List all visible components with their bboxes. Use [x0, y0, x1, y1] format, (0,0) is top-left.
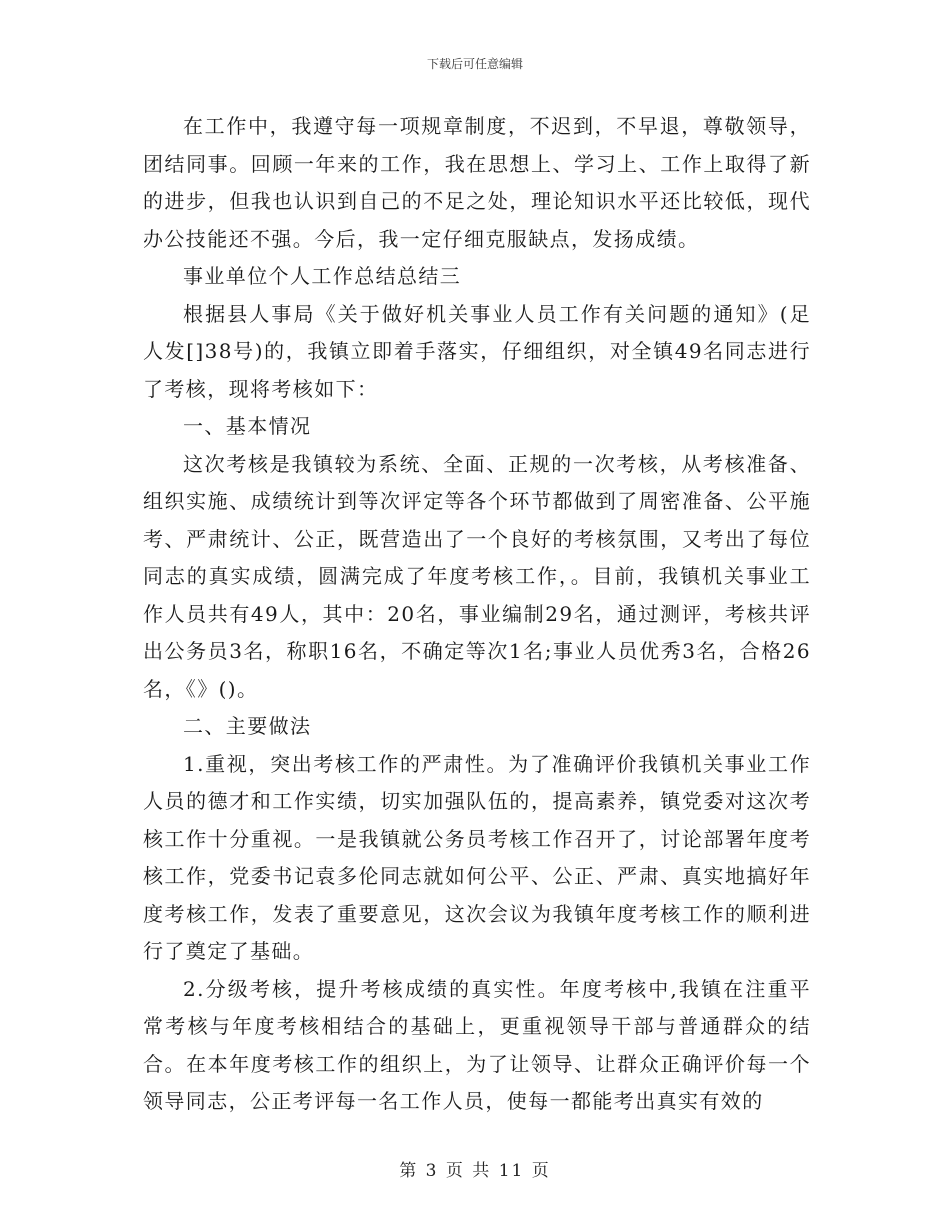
page-header: 下载后可任意编辑 — [426, 57, 523, 71]
paragraph-notice-basis: 根据县人事局《关于做好机关事业人员工作有关问题的通知》(足人发[]38号)的，我镇立即着手落实，仔细组织，对全镇49名同志进行了考核，现将考核如下： — [143, 301, 811, 401]
paragraph-practice-two: 2.分级考核，提升考核成绩的真实性。年度考核中,我镇在注重平常考核与年度考核相结合的基础上，更重视领导干部与普通群众的结合。在本年度考核工作的组织上，为了让领导、让群众正确评价每一个领导同志，公正考评每一名工作人员，使每一都能考出真实有效的 — [143, 976, 811, 1113]
page-footer: 第 3 页 共 11 页 — [399, 1161, 551, 1181]
paragraph-practice-one: 1.重视，突出考核工作的严肃性。为了准确评价我镇机关事业工作人员的德才和工作实绩，切实加强队伍的，提高素养，镇党委对这次考核工作十分重视。一是我镇就公务员考核工作召开了，讨论部署年度考核工作，党委书记袁多伦同志就如何公平、公正、严肃、真实地搞好年度考核工作，发表了重要意见，这次会议为我镇年度考核工作的顺利进行了奠定了基础。 — [143, 751, 811, 963]
paragraph-work-conduct: 在工作中，我遵守每一项规章制度，不迟到，不早退，尊敬领导，团结同事。回顾一年来的工作，我在思想上、学习上、工作上取得了新的进步，但我也认识到自己的不足之处，理论知识水平还比较低，现代办公技能还不强。今后，我一定仔细克服缺点，发扬成绩。 — [143, 114, 811, 251]
heading-main-practices: 二、主要做法 — [183, 714, 312, 738]
section-title-summary-three: 事业单位个人工作总结总结三 — [183, 264, 462, 288]
document-body — [143, 108, 811, 1121]
paragraph-basic-situation: 这次考核是我镇较为系统、全面、正规的一次考核，从考核准备、组织实施、成绩统计到等次评定等各个环节都做到了周密准备、公平施考、严肃统计、公正，既营造出了一个良好的考核氛围，又考出了每位同志的真实成绩，圆满完成了年度考核工作，。目前，我镇机关事业工作人员共有49人，其中：20名，事业编制29名，通过测评，考核共评出公务员3名，称职16名，不确定等次1名;事业人员优秀3名，合格26名，《》()。 — [143, 451, 811, 701]
heading-basic-situation: 一、基本情况 — [183, 414, 312, 438]
